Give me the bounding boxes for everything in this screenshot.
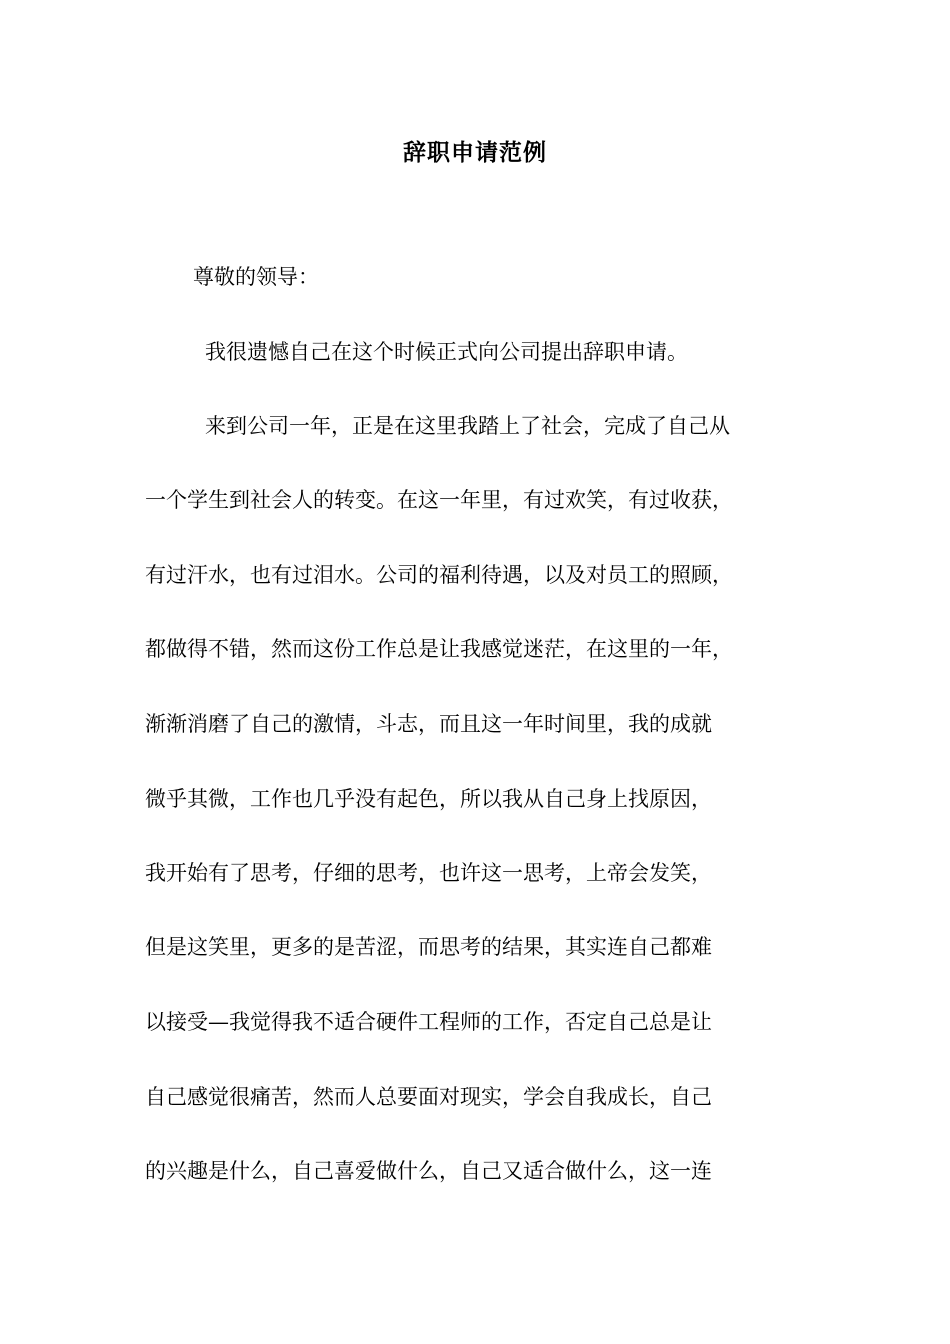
body-line-11: 自己感觉很痛苦，然而人总要面对现实，学会自我成长，自己 [145,1085,712,1109]
document-title: 辞职申请范例 [403,139,547,166]
body-line-12: 的兴趣是什么，自己喜爱做什么，自己又适合做什么，这一连 [145,1159,712,1183]
salutation: 尊敬的领导： [193,265,319,289]
body-line-7: 微乎其微，工作也几乎没有起色，所以我从自己身上找原因， [145,787,712,811]
body-line-9: 但是这笑里，更多的是苦涩，而思考的结果，其实连自己都难 [145,935,712,959]
body-line-2: 来到公司一年，正是在这里我踏上了社会，完成了自己从 [205,414,730,438]
body-line-5: 都做得不错，然而这份工作总是让我感觉迷茫，在这里的一年， [145,637,733,661]
body-line-1: 我很遗憾自己在这个时候正式向公司提出辞职申请。 [205,340,688,364]
body-line-10: 以接受—我觉得我不适合硬件工程师的工作，否定自己总是让 [145,1010,712,1034]
body-line-3: 一个学生到社会人的转变。在这一年里，有过欢笑，有过收获， [145,488,733,512]
body-line-8: 我开始有了思考，仔细的思考，也许这一思考，上帝会发笑， [145,861,712,885]
body-line-4: 有过汗水，也有过泪水。公司的福利待遇，以及对员工的照顾， [145,563,733,587]
body-line-6: 渐渐消磨了自己的激情，斗志，而且这一年时间里，我的成就 [145,712,712,736]
